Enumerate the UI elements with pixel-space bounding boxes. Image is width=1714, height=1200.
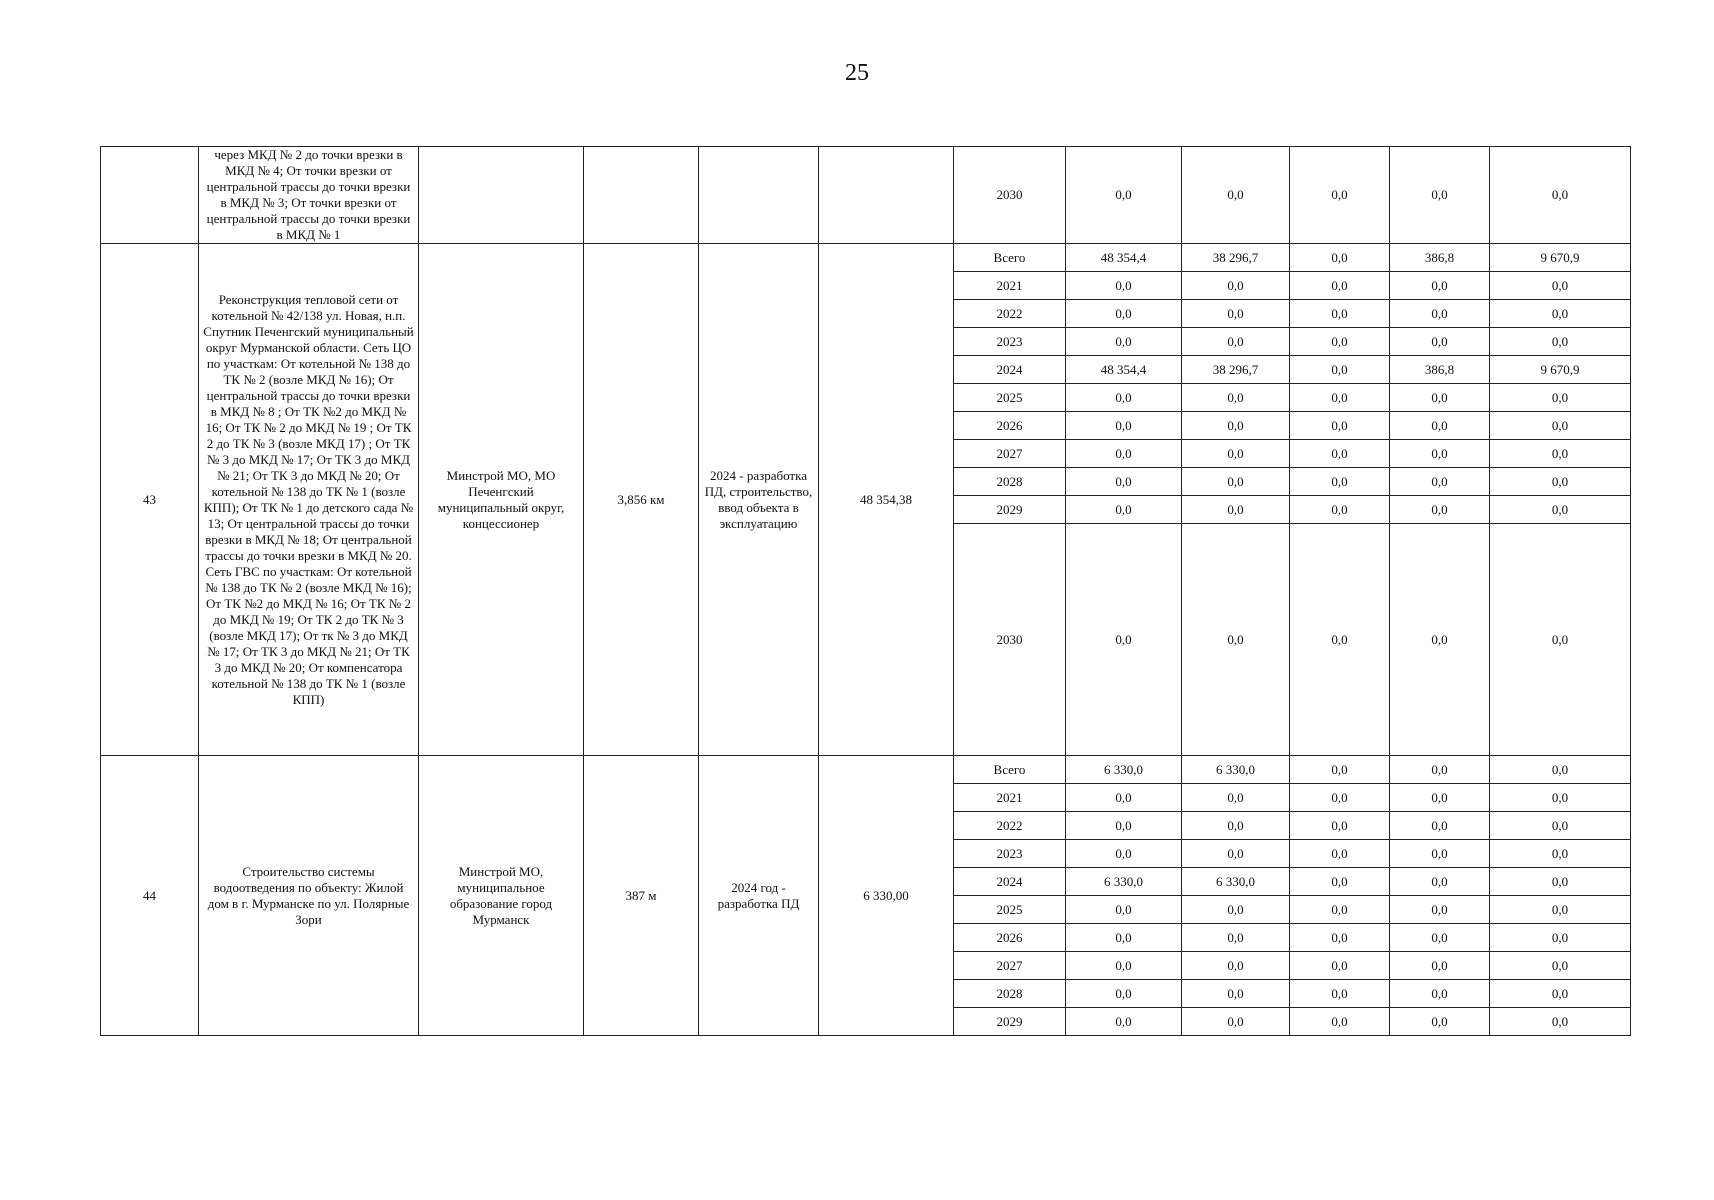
value-cell: 0,0 [1182, 924, 1290, 952]
value-cell: 0,0 [1290, 840, 1390, 868]
value-cell: 0,0 [1290, 812, 1390, 840]
value-cell: 0,0 [1290, 147, 1390, 244]
project-number: 44 [101, 756, 199, 1036]
value-cell: 0,0 [1066, 1008, 1182, 1036]
value-cell: 0,0 [1066, 147, 1182, 244]
value-cell: 0,0 [1490, 524, 1631, 756]
value-cell: 6 330,0 [1066, 756, 1182, 784]
year-cell: 2025 [954, 384, 1066, 412]
value-cell: 0,0 [1490, 468, 1631, 496]
value-cell: 48 354,4 [1066, 244, 1182, 272]
value-cell: 0,0 [1066, 952, 1182, 980]
value-cell: 0,0 [1066, 412, 1182, 440]
year-cell: 2023 [954, 328, 1066, 356]
value-cell: 0,0 [1182, 524, 1290, 756]
continuation-cost-cell [819, 147, 954, 244]
value-cell: 0,0 [1066, 840, 1182, 868]
continuation-description: через МКД № 2 до точки врезки в МКД № 4; От точки врезки от центральной трассы до точки врезки в МКД № 3; От точки врезки от центральной трассы до точки врезки в МКД № 1 [199, 147, 419, 244]
project-capacity: 387 м [584, 756, 699, 1036]
value-cell: 0,0 [1290, 496, 1390, 524]
value-cell: 0,0 [1490, 896, 1631, 924]
value-cell: 48 354,4 [1066, 356, 1182, 384]
value-cell: 0,0 [1290, 756, 1390, 784]
value-cell: 0,0 [1290, 980, 1390, 1008]
value-cell: 0,0 [1182, 468, 1290, 496]
value-cell: 0,0 [1490, 496, 1631, 524]
value-cell: 0,0 [1390, 896, 1490, 924]
value-cell: 0,0 [1390, 440, 1490, 468]
value-cell: 9 670,9 [1490, 244, 1631, 272]
value-cell: 0,0 [1182, 1008, 1290, 1036]
value-cell: 0,0 [1182, 980, 1290, 1008]
value-cell: 0,0 [1490, 412, 1631, 440]
value-cell: 0,0 [1490, 756, 1631, 784]
value-cell: 0,0 [1290, 524, 1390, 756]
value-cell: 386,8 [1390, 244, 1490, 272]
value-cell: 0,0 [1290, 244, 1390, 272]
project-stage: 2024 год - разработка ПД [699, 756, 819, 1036]
value-cell: 0,0 [1390, 147, 1490, 244]
value-cell: 0,0 [1290, 384, 1390, 412]
value-cell: 0,0 [1490, 840, 1631, 868]
continuation-executor-cell [419, 147, 584, 244]
year-cell: 2026 [954, 412, 1066, 440]
value-cell: 0,0 [1490, 328, 1631, 356]
value-cell: 38 296,7 [1182, 356, 1290, 384]
year-cell: 2024 [954, 868, 1066, 896]
year-cell: 2030 [954, 524, 1066, 756]
year-cell: 2023 [954, 840, 1066, 868]
value-cell: 386,8 [1390, 356, 1490, 384]
continuation-capacity-cell [584, 147, 699, 244]
value-cell: 0,0 [1066, 784, 1182, 812]
value-cell: 0,0 [1290, 300, 1390, 328]
value-cell: 0,0 [1290, 440, 1390, 468]
value-cell: 0,0 [1290, 468, 1390, 496]
value-cell: 0,0 [1290, 896, 1390, 924]
project-description: Строительство системы водоотведения по объекту: Жилой дом в г. Мурманске по ул. Полярные Зори [199, 756, 419, 1036]
year-cell: 2028 [954, 468, 1066, 496]
value-cell: 0,0 [1390, 840, 1490, 868]
value-cell: 0,0 [1182, 840, 1290, 868]
project-stage: 2024 - разработка ПД, строительство, ввод объекта в эксплуатацию [699, 244, 819, 756]
project-executor: Минстрой МО, МО Печенгский муниципальный округ, концессионер [419, 244, 584, 756]
value-cell: 0,0 [1290, 272, 1390, 300]
value-cell: 0,0 [1066, 896, 1182, 924]
value-cell: 0,0 [1066, 812, 1182, 840]
value-cell: 0,0 [1066, 300, 1182, 328]
value-cell: 0,0 [1390, 1008, 1490, 1036]
value-cell: 6 330,0 [1182, 868, 1290, 896]
value-cell: 0,0 [1182, 328, 1290, 356]
year-cell: 2025 [954, 896, 1066, 924]
project-capacity: 3,856 км [584, 244, 699, 756]
value-cell: 0,0 [1066, 272, 1182, 300]
project-executor: Минстрой МО, муниципальное образование город Мурманск [419, 756, 584, 1036]
value-cell: 0,0 [1290, 924, 1390, 952]
year-cell: 2027 [954, 952, 1066, 980]
year-cell: Всего [954, 756, 1066, 784]
year-cell: 2029 [954, 496, 1066, 524]
value-cell: 0,0 [1390, 812, 1490, 840]
value-cell: 0,0 [1182, 384, 1290, 412]
year-cell: 2030 [954, 147, 1066, 244]
value-cell: 0,0 [1182, 812, 1290, 840]
value-cell: 0,0 [1390, 328, 1490, 356]
value-cell: 9 670,9 [1490, 356, 1631, 384]
value-cell: 0,0 [1066, 468, 1182, 496]
value-cell: 0,0 [1182, 952, 1290, 980]
value-cell: 0,0 [1290, 952, 1390, 980]
value-cell: 0,0 [1390, 300, 1490, 328]
project-cost: 48 354,38 [819, 244, 954, 756]
value-cell: 0,0 [1390, 524, 1490, 756]
year-cell: 2027 [954, 440, 1066, 468]
year-cell: 2022 [954, 300, 1066, 328]
continuation-stage-cell [699, 147, 819, 244]
year-cell: 2026 [954, 924, 1066, 952]
project-description: Реконструкция тепловой сети от котельной № 42/138 ул. Новая, н.п. Спутник Печенгский муниципальный округ Мурманской области. Сеть ЦО по участкам: От котельной № 138 до ТК № 2 (возле МКД № 16); От центральной трассы до точки врезки в МКД № 8 ; От ТК №2 до МКД № 16; От ТК № 2 до МКД № 19 ; От ТК 2 до ТК № 3 (возле МКД 17) ; От ТК № 3 до МКД № 17; От ТК 3 до МКД № 21; От ТК 3 до МКД № 20; От котельной № 138 до ТК № 1 (возле КПП); От ТК № 1 до детского сада № 13; От центральной трассы до точки врезки в МКД № 18; От центральной трассы до точки врезки в МКД № 20. Сеть ГВС по участкам: От котельной № 138 до ТК № 2 (возле МКД № 16); От ТК №2 до МКД № 16; От ТК № 2 до МКД № 19; От ТК 2 до ТК № 3 (возле МКД 17); От тк № 3 до МКД № 17; От ТК 3 до МКД № 21; От ТК 3 до МКД № 20; От компенсатора котельной № 138 до ТК № 1 (возле КПП) [199, 244, 419, 756]
continuation-row [101, 147, 1631, 244]
value-cell: 38 296,7 [1182, 244, 1290, 272]
value-cell: 0,0 [1390, 272, 1490, 300]
value-cell: 0,0 [1390, 980, 1490, 1008]
value-cell: 0,0 [1066, 524, 1182, 756]
value-cell: 0,0 [1066, 496, 1182, 524]
project-44-row [101, 756, 1631, 784]
value-cell: 0,0 [1390, 756, 1490, 784]
page-number: 25 [845, 60, 869, 86]
year-cell: Всего [954, 244, 1066, 272]
value-cell: 0,0 [1490, 272, 1631, 300]
value-cell: 0,0 [1290, 784, 1390, 812]
value-cell: 0,0 [1290, 1008, 1390, 1036]
value-cell: 0,0 [1066, 924, 1182, 952]
value-cell: 0,0 [1182, 147, 1290, 244]
value-cell: 0,0 [1290, 328, 1390, 356]
value-cell: 0,0 [1066, 980, 1182, 1008]
value-cell: 0,0 [1390, 496, 1490, 524]
value-cell: 0,0 [1182, 496, 1290, 524]
value-cell: 6 330,0 [1182, 756, 1290, 784]
year-cell: 2022 [954, 812, 1066, 840]
value-cell: 0,0 [1290, 412, 1390, 440]
value-cell: 0,0 [1390, 924, 1490, 952]
project-43-row [101, 244, 1631, 272]
value-cell: 0,0 [1182, 412, 1290, 440]
value-cell: 0,0 [1490, 924, 1631, 952]
value-cell: 0,0 [1490, 147, 1631, 244]
continuation-number-cell [101, 147, 199, 244]
value-cell: 6 330,0 [1066, 868, 1182, 896]
value-cell: 0,0 [1066, 440, 1182, 468]
value-cell: 0,0 [1490, 1008, 1631, 1036]
year-cell: 2021 [954, 784, 1066, 812]
project-cost: 6 330,00 [819, 756, 954, 1036]
value-cell: 0,0 [1182, 784, 1290, 812]
value-cell: 0,0 [1490, 980, 1631, 1008]
year-cell: 2028 [954, 980, 1066, 1008]
value-cell: 0,0 [1490, 812, 1631, 840]
value-cell: 0,0 [1390, 468, 1490, 496]
value-cell: 0,0 [1490, 300, 1631, 328]
project-number: 43 [101, 244, 199, 756]
value-cell: 0,0 [1490, 784, 1631, 812]
value-cell: 0,0 [1390, 412, 1490, 440]
value-cell: 0,0 [1066, 384, 1182, 412]
investment-program-table [100, 146, 1631, 1036]
value-cell: 0,0 [1290, 868, 1390, 896]
value-cell: 0,0 [1390, 952, 1490, 980]
value-cell: 0,0 [1490, 384, 1631, 412]
value-cell: 0,0 [1182, 272, 1290, 300]
value-cell: 0,0 [1066, 328, 1182, 356]
value-cell: 0,0 [1490, 868, 1631, 896]
value-cell: 0,0 [1182, 896, 1290, 924]
year-cell: 2029 [954, 1008, 1066, 1036]
value-cell: 0,0 [1390, 384, 1490, 412]
value-cell: 0,0 [1390, 784, 1490, 812]
year-cell: 2021 [954, 272, 1066, 300]
value-cell: 0,0 [1182, 300, 1290, 328]
value-cell: 0,0 [1290, 356, 1390, 384]
value-cell: 0,0 [1390, 868, 1490, 896]
year-cell: 2024 [954, 356, 1066, 384]
value-cell: 0,0 [1182, 440, 1290, 468]
value-cell: 0,0 [1490, 952, 1631, 980]
value-cell: 0,0 [1490, 440, 1631, 468]
